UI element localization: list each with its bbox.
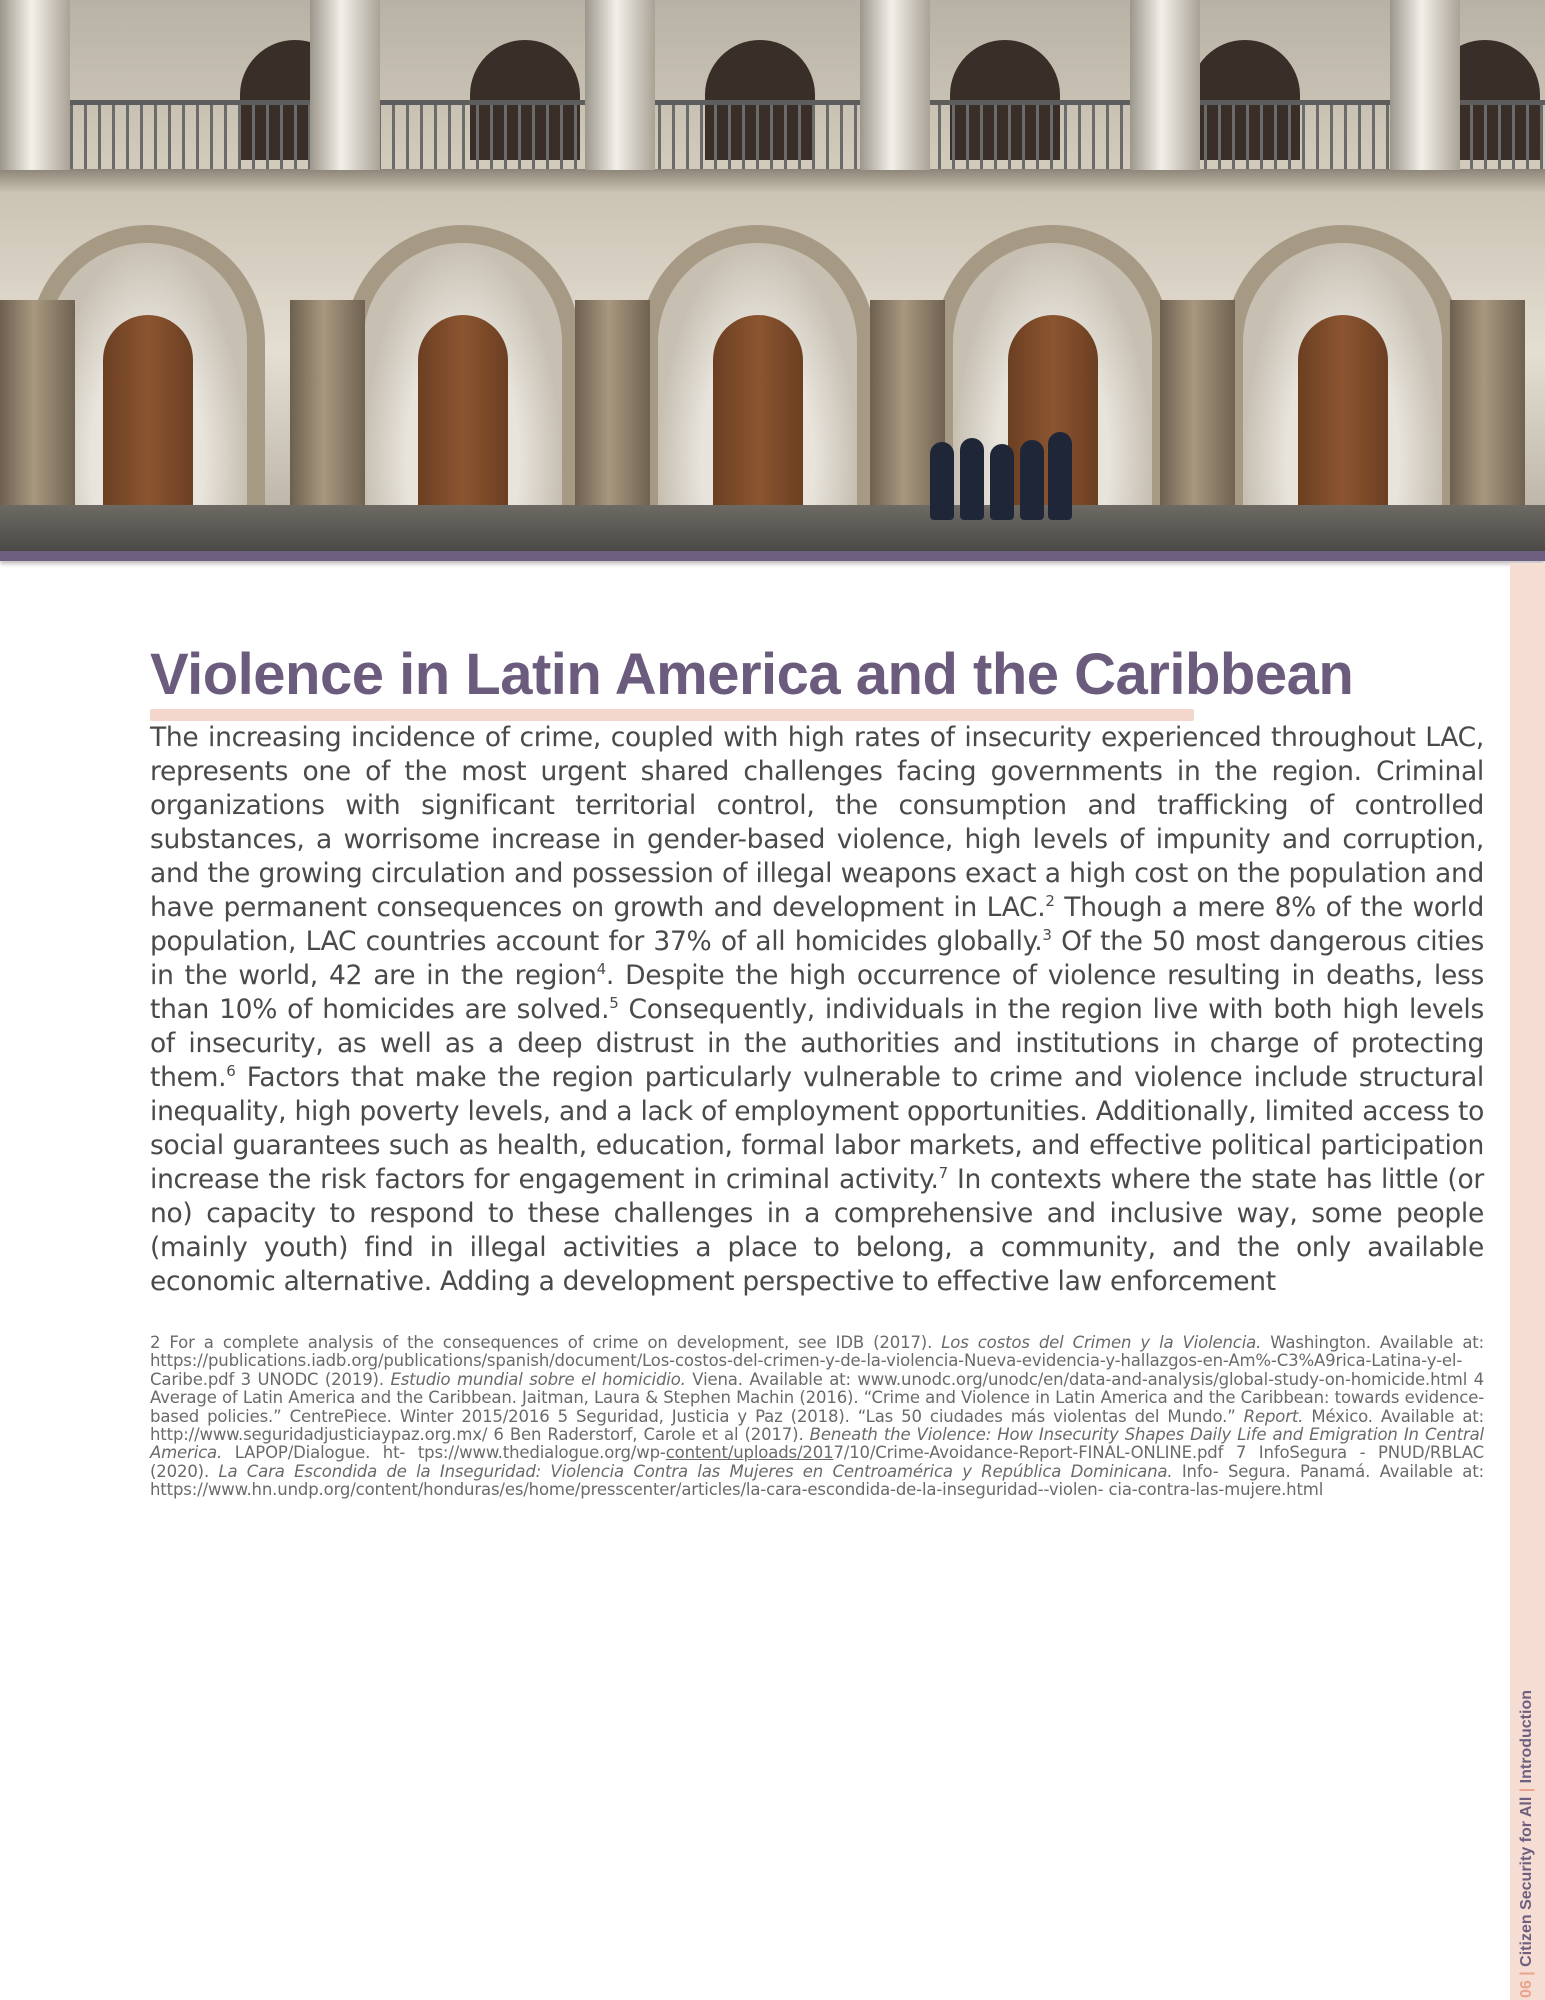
footnote-text-run: Washington. Available at: https://publications.iadb.org/publications/spanish/document/Los-costos-del-crimen-y-de-la-violencia-Nueva-evidencia-y-hallazgos-en-Am%-C3%A9rica-Latina-y-el-Caribe.pdf 3 UNODC (2019). xyxy=(150,1333,1485,1389)
footer-separator-2: | xyxy=(1518,1787,1535,1793)
footnote-ref: 6 xyxy=(226,1062,236,1081)
students-walking xyxy=(930,420,1080,520)
body-text-run: Consequently, individuals in the region live with both high levels of insecurity, as well as a deep distrust in the authorities and institutions in charge of protecting them. xyxy=(150,994,1484,1093)
body-text-run: . Despite the high occurrence of violence resulting in deaths, less than 10% of homicides are solved. xyxy=(150,960,1484,1025)
body-paragraph xyxy=(150,721,1484,1299)
footnote-text-run: México. Available at: http://www.seguridadjusticiaypaz.org.mx/ 6 Ben Raderstorf, Carole et al (2017). xyxy=(150,1406,1485,1445)
footnote-ref: 5 xyxy=(609,994,619,1013)
hero-divider-band xyxy=(0,551,1545,561)
footer-separator: | xyxy=(1518,1971,1535,1976)
footnote-ref: 4 xyxy=(596,960,606,979)
footnote-italic-title: Beneath the Violence: How Insecurity Shapes Daily Life and Emigration In Central America. xyxy=(150,1425,1484,1463)
footnote-italic-title: Estudio mundial sobre el homicidio. xyxy=(390,1369,686,1389)
footnote-text-run: Info- Segura. Panamá. Available at: https://www.hn.undp.org/content/honduras/es/home/presscenter/articles/la-cara-escondida-de-la-inseguridad--violen- cia-contra-las-mujere.html xyxy=(150,1461,1484,1500)
footnote-text-run: LAPOP/Dialogue. ht- tps://www.thedialogue.org/wp- xyxy=(222,1443,666,1463)
running-footer xyxy=(1514,1638,1540,1998)
body-text-run: The increasing incidence of crime, coupled with high rates of insecurity experienced throughout LAC, represents one of the most urgent shared challenges facing governments in the region. Criminal organizations with significant territorial control, the consumption and trafficking of controlled substances, a worrisome increase in gender-based violence, high levels of impunity and corruption, and the growing circulation and possession of illegal weapons exact a high cost on the population and have permanent consequences on growth and development in LAC. xyxy=(150,722,1484,923)
footnote-ref: 3 xyxy=(1042,926,1052,945)
body-text-run: In contexts where the state has little (or no) capacity to respond to these challenges in a comprehensive and inclusive way, some people (mainly youth) find in illegal activities a place to belong, a community, and the only available economic alternative. Adding a development perspective to effective law enforcement xyxy=(150,1164,1484,1297)
title-underline xyxy=(150,709,1194,721)
page-title: Violence in Latin America and the Caribbean xyxy=(150,642,1354,707)
footnote-text-run: 7/10/Crime-Avoidance-Report-FINAL-ONLINE.pdf 7 InfoSegura - PNUD/RBLAC (2020). xyxy=(150,1443,1485,1481)
footnote-ref: 2 xyxy=(1045,892,1055,911)
page-number: 06 xyxy=(1518,1980,1535,1998)
body-text-run: Factors that make the region particularly vulnerable to crime and violence include structural inequality, high poverty levels, and a lack of employment opportunities. Additionally, limited access to social guarantees such as health, education, formal labor markets, and effective political participation increase the risk factors for engagement in criminal activity. xyxy=(150,1062,1484,1195)
footnote-text-run: 2 For a complete analysis of the consequences of crime on development, see IDB (2017). xyxy=(150,1333,942,1352)
footnote-link: content/uploads/201 xyxy=(665,1443,834,1463)
section-title: Introduction xyxy=(1518,1690,1535,1784)
footnote-ref: 7 xyxy=(938,1164,948,1183)
footnote-text-run: Viena. Available at: www.unodc.org/unodc/en/data-and-analysis/global-study-on-homicide.html 4 Average of Latin America and the Caribbean. Jaitman, Laura & Stephen Machin (2016). “Crime and Violence in Latin America and the Caribbean: towards evidence-based policies.” CentrePiece. Winter 2015/2016 5 Seguridad, Justicia y Paz (2018). “Las 50 ciudades más violentas del Mundo.” xyxy=(150,1369,1484,1426)
body-text-run: Though a mere 8% of the world population, LAC countries account for 37% of all homicides globally. xyxy=(150,892,1484,957)
hero-photo-colonial-arcade xyxy=(0,0,1545,552)
footnote-italic-title: Los costos del Crimen y la Violencia. xyxy=(941,1333,1262,1352)
footnote-italic-title: Report. xyxy=(1243,1406,1304,1426)
footnotes xyxy=(150,1334,1484,1500)
footnote-italic-title: La Cara Escondida de la Inseguridad: Violencia Contra las Mujeres en Centroamérica y República Dominicana. xyxy=(218,1461,1173,1481)
body-text-run: Of the 50 most dangerous cities in the world, 42 are in the region xyxy=(150,926,1485,991)
publication-title: Citizen Security for All xyxy=(1518,1796,1535,1967)
